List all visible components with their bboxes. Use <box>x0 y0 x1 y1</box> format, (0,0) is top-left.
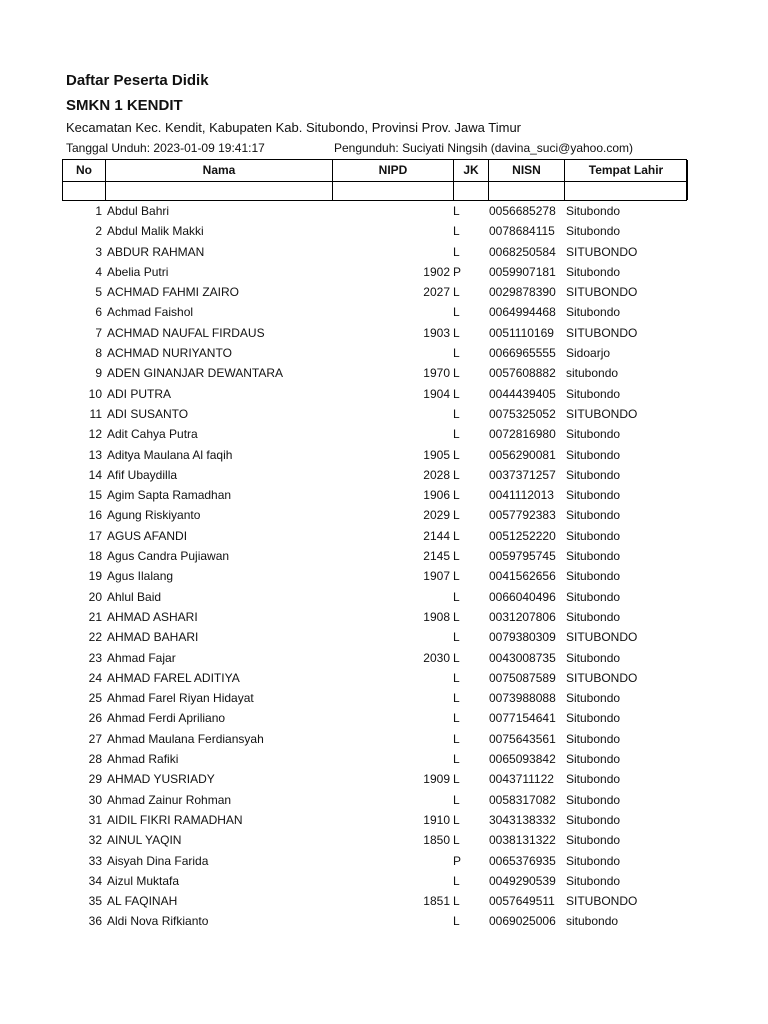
row-nama: AGUS AFANDI <box>107 528 188 543</box>
row-nisn: 0043008735 <box>489 650 556 665</box>
table-row <box>0 282 768 302</box>
row-tempat-lahir: Situbondo <box>566 873 621 888</box>
row-nama: Aizul Muktafa <box>107 873 180 888</box>
table-row <box>0 343 768 363</box>
table-row <box>0 242 768 262</box>
row-jk: L <box>453 752 460 767</box>
table-row <box>0 790 768 810</box>
table-row <box>0 668 768 688</box>
row-nisn: 0051110169 <box>489 325 554 340</box>
table-row <box>0 465 768 485</box>
row-no: 29 <box>88 772 102 787</box>
row-jk: L <box>453 630 460 645</box>
row-nama: Agus Candra Pujiawan <box>107 549 230 564</box>
row-nama: AHMAD ASHARI <box>107 609 198 624</box>
table-row <box>0 729 768 749</box>
row-nipd: 1906 <box>423 488 450 503</box>
row-no: 31 <box>88 812 102 827</box>
row-tempat-lahir: Situbondo <box>566 792 621 807</box>
row-no: 35 <box>88 894 102 909</box>
row-tempat-lahir: Situbondo <box>566 569 621 584</box>
row-nama: Ahmad Ferdi Apriliano <box>107 711 226 726</box>
row-nama: AIDIL FIKRI RAMADHAN <box>107 812 243 827</box>
school-name: SMKN 1 KENDIT <box>66 97 183 114</box>
row-jk: L <box>453 711 460 726</box>
row-jk: L <box>453 670 460 685</box>
table-row <box>0 384 768 404</box>
row-tempat-lahir: Situbondo <box>566 650 621 665</box>
row-nama: Ahmad Maulana Ferdiansyah <box>107 731 264 746</box>
row-no: 18 <box>88 549 102 564</box>
row-no: 14 <box>88 467 102 482</box>
table-row <box>0 871 768 891</box>
row-jk: L <box>453 244 460 259</box>
row-nisn: 0075087589 <box>489 670 556 685</box>
row-nisn: 0029878390 <box>489 285 556 300</box>
row-jk: P <box>453 853 462 868</box>
row-nama: Adit Cahya Putra <box>107 427 198 442</box>
row-nisn: 0078684115 <box>489 224 555 239</box>
header-col-no <box>63 160 106 200</box>
row-jk: L <box>453 528 460 543</box>
downloader: Pengunduh: Suciyati Ningsih (davina_suci@yahoo.com) <box>334 141 634 155</box>
header-col-nipd <box>333 160 454 200</box>
row-jk: L <box>453 406 460 421</box>
row-tempat-lahir: Situbondo <box>566 609 621 624</box>
header-tempat-lahir-label: Tempat Lahir <box>588 163 664 177</box>
table-row <box>0 201 768 221</box>
row-tempat-lahir: Situbondo <box>566 549 621 564</box>
row-jk: L <box>453 549 460 564</box>
row-jk: L <box>453 589 460 604</box>
row-jk: L <box>453 488 460 503</box>
row-nisn: 0056685278 <box>489 204 556 218</box>
table-row <box>0 221 768 241</box>
row-nipd: 1850 <box>423 833 450 848</box>
row-nisn: 0031207806 <box>489 609 556 624</box>
row-nama: Abdul Bahri <box>107 204 170 218</box>
header-col-nisn <box>489 160 565 200</box>
row-no: 10 <box>88 386 102 401</box>
row-jk: L <box>453 508 460 523</box>
row-nipd: 1907 <box>423 569 450 584</box>
row-jk: L <box>453 305 460 320</box>
row-jk: L <box>453 650 460 665</box>
row-nisn: 0065376935 <box>489 853 556 868</box>
row-tempat-lahir: Situbondo <box>566 427 621 442</box>
row-tempat-lahir: SITUBONDO <box>566 406 638 421</box>
header-nipd-label: NIPD <box>378 163 408 177</box>
row-nisn: 0079380309 <box>489 630 556 645</box>
row-nisn: 0057608882 <box>489 366 556 381</box>
row-nama: Agung Riskiyanto <box>107 508 201 523</box>
row-tempat-lahir: Situbondo <box>566 812 621 827</box>
row-jk: L <box>453 285 460 300</box>
table-row <box>0 566 768 586</box>
row-jk: L <box>453 772 460 787</box>
row-nama: ADI PUTRA <box>107 386 172 401</box>
row-jk: L <box>453 609 460 624</box>
row-no: 24 <box>88 670 102 685</box>
row-nama: Abdul Malik Makki <box>107 224 204 239</box>
row-nisn: 0049290539 <box>489 873 556 888</box>
row-no: 33 <box>88 853 102 868</box>
header-col-jk <box>454 160 489 200</box>
table-row <box>0 830 768 850</box>
table-row <box>0 587 768 607</box>
table-row <box>0 911 768 931</box>
row-jk: P <box>453 264 462 279</box>
row-tempat-lahir: Situbondo <box>566 305 621 320</box>
row-no: 21 <box>88 609 102 624</box>
row-nisn: 0073988088 <box>489 691 556 706</box>
row-jk: L <box>453 204 460 218</box>
row-no: 27 <box>88 731 102 746</box>
row-jk: L <box>453 833 460 848</box>
table-row <box>0 485 768 505</box>
row-nipd: 2144 <box>423 528 450 543</box>
row-nama: AL FAQINAH <box>107 894 178 909</box>
row-tempat-lahir: Situbondo <box>566 528 621 543</box>
table-row <box>0 749 768 769</box>
row-nama: ADI SUSANTO <box>107 406 189 421</box>
row-jk: L <box>453 224 460 239</box>
row-tempat-lahir: SITUBONDO <box>566 244 638 259</box>
row-nipd: 2028 <box>423 467 450 482</box>
table-row <box>0 526 768 546</box>
row-no: 3 <box>95 244 102 259</box>
row-nipd: 1851 <box>423 894 450 909</box>
table-row <box>0 404 768 424</box>
row-tempat-lahir: Situbondo <box>566 447 621 462</box>
row-nisn: 0057649511 <box>489 894 555 909</box>
table-row <box>0 627 768 647</box>
row-tempat-lahir: Situbondo <box>566 508 621 523</box>
header-jk-label: JK <box>463 163 479 177</box>
row-nipd: 1905 <box>423 447 450 462</box>
row-jk: L <box>453 386 460 401</box>
row-nama: Aisyah Dina Farida <box>107 853 209 868</box>
table-row <box>0 607 768 627</box>
row-jk: L <box>453 812 460 827</box>
row-tempat-lahir: Situbondo <box>566 772 621 787</box>
row-jk: L <box>453 792 460 807</box>
table-row <box>0 891 768 911</box>
table-row <box>0 363 768 383</box>
row-jk: L <box>453 873 460 888</box>
row-nisn: 0065093842 <box>489 752 556 767</box>
row-tempat-lahir: Situbondo <box>566 386 621 401</box>
row-no: 17 <box>88 528 102 543</box>
row-no: 16 <box>88 508 102 523</box>
row-tempat-lahir: Situbondo <box>566 731 621 746</box>
row-nisn: 0041112013 <box>489 488 554 503</box>
row-no: 15 <box>88 488 102 503</box>
row-nama: ADEN GINANJAR DEWANTARA <box>107 366 284 381</box>
row-nisn: 0068250584 <box>489 244 556 259</box>
row-nipd: 2027 <box>423 285 450 300</box>
row-jk: L <box>453 447 460 462</box>
table-body <box>0 201 768 932</box>
table-row <box>0 302 768 322</box>
row-nama: Achmad Faishol <box>107 305 194 320</box>
row-nama: Ahmad Rafiki <box>107 752 179 767</box>
row-no: 22 <box>88 630 102 645</box>
row-nisn: 0058317082 <box>489 792 556 807</box>
row-nama: AHMAD BAHARI <box>107 630 199 645</box>
row-no: 12 <box>88 427 102 442</box>
row-tempat-lahir: SITUBONDO <box>566 894 638 909</box>
row-jk: L <box>453 346 460 361</box>
row-nisn: 0038131322 <box>489 833 556 848</box>
row-no: 8 <box>95 346 102 361</box>
row-nipd: 2029 <box>423 508 450 523</box>
row-tempat-lahir: Situbondo <box>566 711 621 726</box>
row-no: 28 <box>88 752 102 767</box>
row-nisn: 0064994468 <box>489 305 556 320</box>
row-nama: ACHMAD FAHMI ZAIRO <box>107 285 240 300</box>
row-nisn: 0057792383 <box>489 508 556 523</box>
table-row <box>0 648 768 668</box>
row-tempat-lahir: Situbondo <box>566 467 621 482</box>
row-nipd: 2145 <box>423 549 450 564</box>
row-nama: Ahmad Farel Riyan Hidayat <box>107 691 254 706</box>
row-jk: L <box>453 894 460 909</box>
row-tempat-lahir: Situbondo <box>566 589 621 604</box>
row-tempat-lahir: Situbondo <box>566 488 621 503</box>
row-jk: L <box>453 569 460 584</box>
row-nama: Ahmad Zainur Rohman <box>107 792 232 807</box>
table-row <box>0 262 768 282</box>
row-jk: L <box>453 427 460 442</box>
row-jk: L <box>453 467 460 482</box>
row-nisn: 0059795745 <box>489 549 556 564</box>
row-no: 13 <box>88 447 102 462</box>
row-no: 5 <box>95 285 102 300</box>
table-row <box>0 546 768 566</box>
row-tempat-lahir: SITUBONDO <box>566 285 638 300</box>
row-nisn: 0059907181 <box>489 264 556 279</box>
header-col-nama <box>106 160 333 200</box>
row-no: 30 <box>88 792 102 807</box>
row-nisn: 0072816980 <box>489 427 556 442</box>
row-no: 34 <box>88 873 102 888</box>
row-nisn: 0044439405 <box>489 386 556 401</box>
row-nisn: 0051252220 <box>489 528 556 543</box>
row-nama: AHMAD YUSRIADY <box>107 772 215 787</box>
row-jk: L <box>453 691 460 706</box>
row-nisn: 0043711122 <box>489 772 554 787</box>
row-no: 32 <box>88 833 102 848</box>
row-nisn: 0069025006 <box>489 914 556 929</box>
row-nama: ABDUR RAHMAN <box>107 244 205 259</box>
location-line: Kecamatan Kec. Kendit, Kabupaten Kab. Situbondo, Provinsi Prov. Jawa Timur <box>66 120 522 135</box>
row-tempat-lahir: Situbondo <box>566 853 621 868</box>
row-jk: L <box>453 731 460 746</box>
row-nama: ACHMAD NAUFAL FIRDAUS <box>107 325 265 340</box>
header-nama-label: Nama <box>202 163 236 177</box>
row-nisn: 0037371257 <box>489 467 556 482</box>
header-col-tempat-lahir <box>565 160 688 200</box>
row-no: 9 <box>95 366 102 381</box>
row-nama: Ahlul Baid <box>107 589 162 604</box>
row-nama: Agim Sapta Ramadhan <box>107 488 232 503</box>
row-tempat-lahir: Sidoarjo <box>566 346 611 361</box>
row-nipd: 1902 <box>423 264 450 279</box>
table-row <box>0 323 768 343</box>
row-no: 26 <box>88 711 102 726</box>
row-nisn: 0075643561 <box>489 731 556 746</box>
row-no: 25 <box>88 691 102 706</box>
row-nisn: 0075325052 <box>489 406 556 421</box>
table-row <box>0 708 768 728</box>
row-tempat-lahir: SITUBONDO <box>566 325 638 340</box>
row-nama: ACHMAD NURIYANTO <box>107 346 232 361</box>
row-tempat-lahir: Situbondo <box>566 691 621 706</box>
row-nipd: 1904 <box>423 386 450 401</box>
row-nipd: 1908 <box>423 609 450 624</box>
row-no: 19 <box>88 569 102 584</box>
row-tempat-lahir: Situbondo <box>566 833 621 848</box>
table-row <box>0 445 768 465</box>
row-nisn: 0056290081 <box>489 447 556 462</box>
row-nisn: 0077154641 <box>489 711 556 726</box>
row-nama: Agus Ilalang <box>107 569 174 584</box>
table-header <box>62 159 687 201</box>
row-no: 2 <box>95 224 102 239</box>
row-no: 1 <box>95 204 102 218</box>
header-divider <box>63 181 686 182</box>
row-nama: AHMAD FAREL ADITIYA <box>107 670 240 685</box>
header-no-label: No <box>76 163 92 177</box>
row-tempat-lahir: Situbondo <box>566 204 621 218</box>
row-tempat-lahir: SITUBONDO <box>566 630 638 645</box>
row-nisn: 3043138332 <box>489 812 556 827</box>
row-nama: Aditya Maulana Al faqih <box>107 447 233 462</box>
row-no: 6 <box>95 305 102 320</box>
row-jk: L <box>453 366 460 381</box>
row-nama: Ahmad Fajar <box>107 650 176 665</box>
row-jk: L <box>453 914 460 929</box>
row-no: 11 <box>89 406 102 421</box>
table-row <box>0 810 768 830</box>
row-nipd: 1903 <box>423 325 450 340</box>
row-tempat-lahir: situbondo <box>566 914 619 929</box>
row-nipd: 1910 <box>423 812 450 827</box>
row-nisn: 0066040496 <box>489 589 556 604</box>
row-no: 20 <box>88 589 102 604</box>
row-nipd: 2030 <box>423 650 450 665</box>
table-row <box>0 424 768 444</box>
table-row <box>0 688 768 708</box>
row-no: 36 <box>88 914 102 929</box>
row-no: 7 <box>95 325 102 340</box>
row-nama: AINUL YAQIN <box>107 833 182 848</box>
row-tempat-lahir: Situbondo <box>566 224 621 239</box>
row-no: 4 <box>95 264 102 279</box>
row-jk: L <box>453 325 460 340</box>
document-title: Daftar Peserta Didik <box>66 72 209 89</box>
row-tempat-lahir: situbondo <box>566 366 619 381</box>
row-tempat-lahir: Situbondo <box>566 264 621 279</box>
row-no: 23 <box>88 650 102 665</box>
row-nipd: 1970 <box>423 366 450 381</box>
row-nipd: 1909 <box>423 772 450 787</box>
row-nama: Afif Ubaydilla <box>107 467 178 482</box>
table-row <box>0 851 768 871</box>
row-nisn: 0041562656 <box>489 569 556 584</box>
row-nisn: 0066965555 <box>489 346 556 361</box>
row-tempat-lahir: Situbondo <box>566 752 621 767</box>
row-nama: Aldi Nova Rifkianto <box>107 914 209 929</box>
row-nama: Abelia Putri <box>107 264 169 279</box>
table-row <box>0 769 768 789</box>
table-row <box>0 505 768 525</box>
row-tempat-lahir: SITUBONDO <box>566 670 638 685</box>
header-nisn-label: NISN <box>512 163 541 177</box>
download-date: Tanggal Unduh: 2023-01-09 19:41:17 <box>66 141 265 155</box>
